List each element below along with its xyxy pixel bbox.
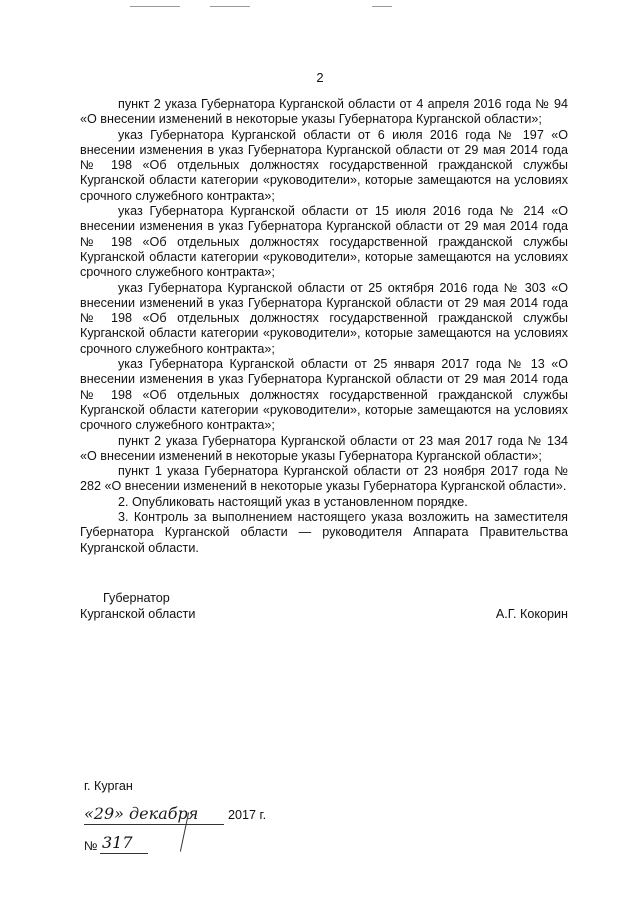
document-number [84, 835, 204, 861]
issue-date [84, 804, 284, 830]
signatory-title: Губернатор [103, 591, 170, 605]
paragraph: указ Губернатора Курганской области от 25 октября 2016 года № 303 «О внесении изменений в указ Губернатора Курганской области от 29 мая 2014 года № 198 «Об отдельных должностях государственной гражданской службы Курганской области категории «руководители», которые замещаются на условиях срочного служебного контракта»; [80, 280, 568, 356]
handwritten-date: «29» декабря [84, 804, 199, 823]
paragraph: указ Губернатора Курганской области от 6 июля 2016 года № 197 «О внесении изменения в указ Губернатора Курганской области от 29 мая 2014 года № 198 «Об отдельных должностях государственной гражданской службы Курганской области категории «руководители», которые замещаются на условиях срочного служебного контракта»; [80, 127, 568, 203]
handwritten-number: 317 [102, 833, 133, 852]
paragraph: указ Губернатора Курганской области от 25 января 2017 года № 13 «О внесении изменения в указ Губернатора Курганской области от 29 мая 2014 года № 198 «Об отдельных должностях государственной гражданской службы Курганской области категории «руководители», которые замещаются на условиях срочного служебного контракта»; [80, 357, 568, 433]
date-underline [84, 824, 224, 825]
document-body [80, 97, 568, 556]
signatory-title-region: Курганской области [80, 607, 196, 621]
number-sign: № [84, 839, 98, 853]
paragraph: 3. Контроль за выполнением настоящего указа возложить на заместителя Губернатора Курганской области — руководителя Аппарата Правительства Курганской области. [80, 510, 568, 555]
scan-artifact [130, 6, 180, 7]
number-underline [100, 853, 148, 854]
paragraph: пункт 2 указа Губернатора Курганской области от 23 мая 2017 года № 134 «О внесении изменений в некоторые указы Губернатора Курганской области»; [80, 433, 568, 463]
signature-block [80, 590, 568, 622]
paragraph: указ Губернатора Курганской области от 15 июля 2016 года № 214 «О внесении изменения в указ Губернатора Курганской области от 29 мая 2014 года № 198 «Об отдельных должностях государственной гражданской службы Курганской области категории «руководители», которые замещаются на условиях срочного служебного контракта»; [80, 204, 568, 280]
signatory-name: А.Г. Кокорин [495, 607, 568, 621]
paragraph: пункт 2 указа Губернатора Курганской области от 4 апреля 2016 года № 94 «О внесении изменений в некоторые указы Губернатора Курганской области»; [80, 97, 568, 127]
scan-artifact [372, 6, 392, 7]
issue-place: г. Курган [84, 779, 133, 793]
paragraph: пункт 1 указа Губернатора Курганской области от 23 ноября 2017 года № 282 «О внесении изменений в некоторые указы Губернатора Курганской области». [80, 464, 568, 494]
paragraph: 2. Опубликовать настоящий указ в установленном порядке. [118, 494, 468, 509]
scan-artifact [210, 6, 250, 7]
issue-year: 2017 г. [228, 808, 267, 822]
page-number: 2 [316, 70, 324, 85]
